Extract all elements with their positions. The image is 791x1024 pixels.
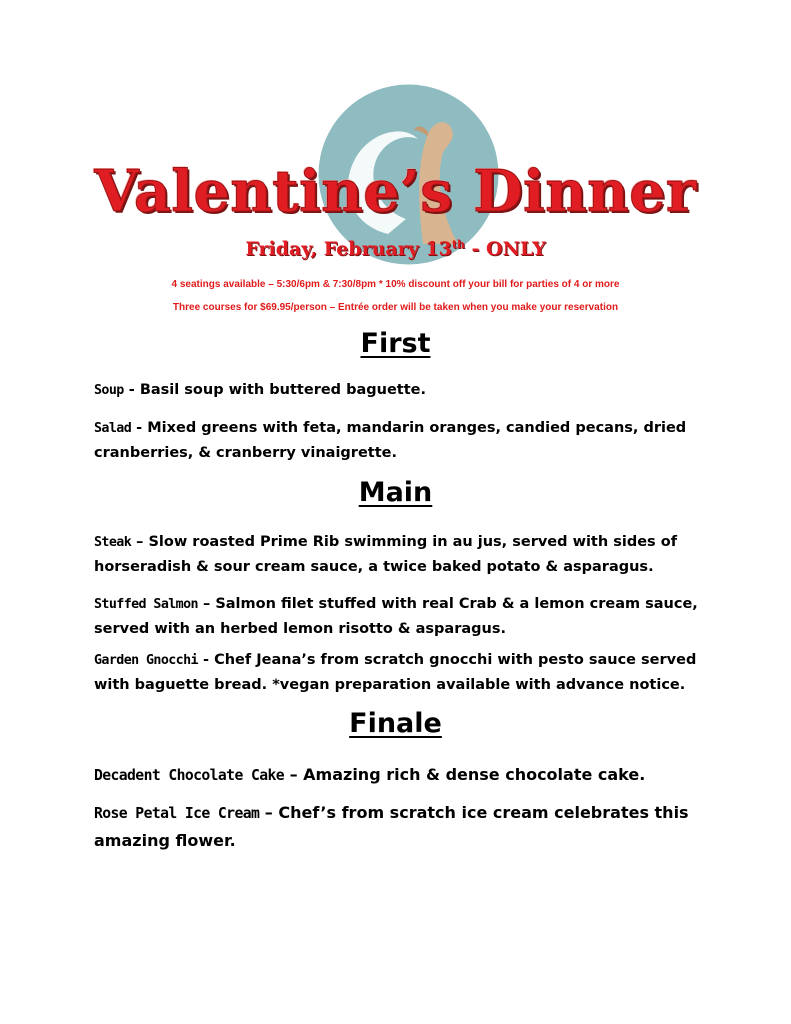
menu-item-description: Chef’s from scratch ice cream celebrates this amazing flower. <box>94 803 689 850</box>
section-title-main: Main <box>358 477 433 508</box>
date-text: Friday, February 13 <box>245 238 452 260</box>
menu-item-name: Stuffed Salmon <box>94 597 198 612</box>
menu-item-name: Rose Petal Ice Cream <box>94 805 260 822</box>
menu-item-name: Salad <box>94 421 132 436</box>
menu-item-description: Amazing rich & dense chocolate cake. <box>303 765 646 784</box>
menu-item-name: Garden Gnocchi <box>94 653 198 668</box>
menu-item-soup: Soup - Basil soup with buttered baguette. <box>94 382 427 398</box>
menu-item-name: Decadent Chocolate Cake <box>94 767 285 784</box>
menu-item-salad: Salad - Mixed greens with feta, mandarin oranges, candied pecans, dried cranberries, & cranberry vinaigrette. <box>94 420 687 461</box>
menu-item-garden-gnocchi: Garden Gnocchi - Chef Jeana’s from scratch gnocchi with pesto sauce served with baguette bread. *vegan preparation available with advance notice. <box>94 652 697 693</box>
menu-item-description: Chef Jeana’s from scratch gnocchi with pesto sauce served with baguette bread. *vegan preparation available with advance notice. <box>94 652 697 693</box>
menu-item-name: Steak <box>94 535 132 550</box>
date-suffix: - ONLY <box>464 238 546 260</box>
menu-item-rose-ice-cream: Rose Petal Ice Cream – Chef’s from scratch ice cream celebrates this amazing flower. <box>94 803 689 850</box>
section-title-finale: Finale <box>349 708 442 739</box>
menu-item-description: Mixed greens with feta, mandarin oranges, candied pecans, dried cranberries, & cranberry vinaigrette. <box>94 420 687 461</box>
event-date <box>0 238 791 260</box>
menu-item-stuffed-salmon: Stuffed Salmon – Salmon filet stuffed with real Crab & a lemon cream sauce, served with an herbed lemon risotto & asparagus. <box>94 596 698 637</box>
pricing-info: Three courses for $69.95/person – Entrée order will be taken when you make your reservation <box>172 302 619 313</box>
page-title: Valentine’s Dinner <box>94 158 697 225</box>
seatings-info: 4 seatings available – 5:30/6pm & 7:30/8pm * 10% discount off your bill for parties of 4 or more <box>171 279 620 290</box>
menu-item-description: Salmon filet stuffed with real Crab & a lemon cream sauce, served with an herbed lemon risotto & asparagus. <box>94 596 698 637</box>
section-title-first: First <box>360 328 431 359</box>
menu-item-steak: Steak – Slow roasted Prime Rib swimming in au jus, served with sides of horseradish & sour cream sauce, a twice baked potato & asparagus. <box>94 534 677 575</box>
menu-item-description: Basil soup with buttered baguette. <box>139 382 427 398</box>
menu-item-name: Soup <box>94 383 124 398</box>
menu-item-description: Slow roasted Prime Rib swimming in au jus, served with sides of horseradish & sour cream sauce, a twice baked potato & asparagus. <box>94 534 677 575</box>
menu-item-chocolate-cake: Decadent Chocolate Cake – Amazing rich & dense chocolate cake. <box>94 765 646 784</box>
date-ordinal: th <box>451 238 465 251</box>
